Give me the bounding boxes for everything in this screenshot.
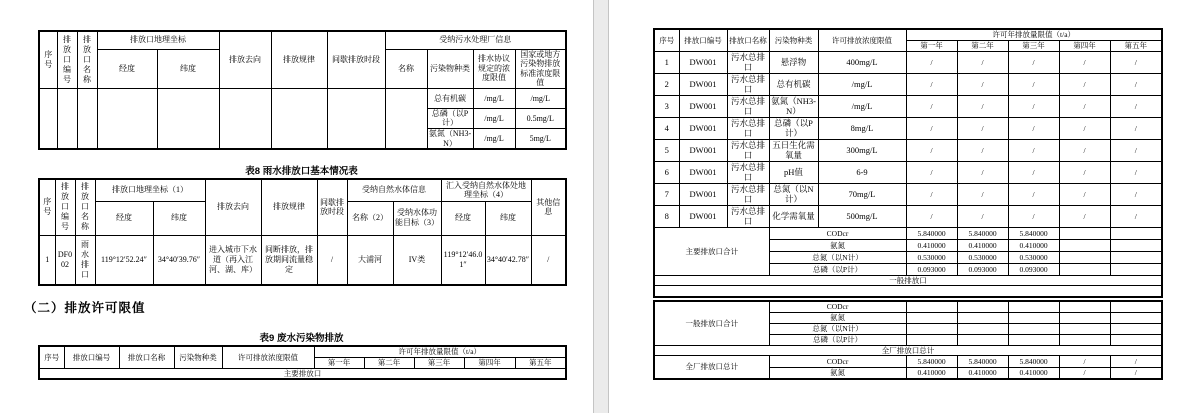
header-discharge-pattern: 排放规律 bbox=[271, 31, 327, 88]
cell bbox=[157, 88, 219, 149]
cell bbox=[327, 88, 385, 149]
cell-seq: 1 bbox=[654, 51, 679, 73]
cell-year-value: / bbox=[957, 95, 1008, 117]
cell-year-value: / bbox=[906, 161, 957, 183]
cell bbox=[77, 88, 97, 149]
cell-pollutant: 总磷（以P计） bbox=[769, 117, 818, 139]
cell-latitude: 34°40′39.76″ bbox=[153, 235, 205, 285]
table-sewage-plant-info bbox=[38, 30, 567, 150]
header-year: 第二年 bbox=[364, 357, 414, 368]
cell-year-value bbox=[1110, 251, 1162, 263]
cell-seq: 7 bbox=[654, 183, 679, 205]
cell-year-value: / bbox=[906, 205, 957, 227]
cell-conc-limit: 300mg/L bbox=[818, 139, 906, 161]
cell-year-value: / bbox=[957, 183, 1008, 205]
cell-outlet-name: 污水总排口 bbox=[727, 205, 769, 227]
cell-year-value: / bbox=[1008, 205, 1059, 227]
cell-year-value bbox=[1110, 263, 1162, 275]
cell-year-value: / bbox=[1008, 73, 1059, 95]
cell-year-value: / bbox=[1008, 95, 1059, 117]
header-seq: 序号 bbox=[39, 179, 55, 235]
cell-outlet-id: DW001 bbox=[679, 95, 727, 117]
cell-pollutant: 总氮（以N计） bbox=[769, 183, 818, 205]
cell bbox=[39, 88, 57, 149]
cell-empty bbox=[654, 285, 1162, 297]
cell-year-value: / bbox=[1110, 51, 1162, 73]
cell-year-value: / bbox=[1008, 117, 1059, 139]
cell-outlet-id: DF002 bbox=[55, 235, 75, 285]
header-outlet-name: 排放口名称 bbox=[77, 31, 97, 88]
cell-year-value: / bbox=[1110, 355, 1162, 367]
cell: /mg/L bbox=[473, 129, 515, 150]
table9-title: 表9 废水污染物排放 bbox=[259, 333, 344, 344]
cell: 5mg/L bbox=[515, 129, 566, 150]
cell-year-value: 5.840000 bbox=[1008, 227, 1059, 239]
header-year: 第二年 bbox=[957, 40, 1008, 51]
cell-year-value: 0.093000 bbox=[1008, 263, 1059, 275]
cell-seq: 8 bbox=[654, 205, 679, 227]
cell-year-value bbox=[957, 312, 1008, 323]
cell-year-value bbox=[1110, 323, 1162, 334]
cell-pollutant: 五日生化需氧量 bbox=[769, 139, 818, 161]
cell-water-target: IV类 bbox=[393, 235, 441, 285]
cell-year-value: 5.840000 bbox=[957, 355, 1008, 367]
cell: /mg/L bbox=[473, 108, 515, 128]
cell-year-value: 5.840000 bbox=[1008, 355, 1059, 367]
header-discharge-direction: 排放去向 bbox=[219, 31, 271, 88]
cell-seq: 4 bbox=[654, 117, 679, 139]
header-annual-limit: 许可年排放量限值（t/a） bbox=[314, 346, 566, 357]
pollutant-cell: 总有机碳 bbox=[427, 88, 473, 108]
header-outlet-id: 排放口编号 bbox=[64, 346, 119, 368]
cell: /mg/L bbox=[515, 88, 566, 108]
cell-pollutant: 总磷（以P计） bbox=[769, 263, 906, 275]
header-year: 第四年 bbox=[464, 357, 515, 368]
cell-year-value: / bbox=[1059, 73, 1110, 95]
header-conc-limit: 许可排放浓度限值 bbox=[222, 346, 314, 368]
cell-year-value bbox=[1110, 239, 1162, 251]
header-intermittent-period: 间歇排放时段 bbox=[317, 179, 347, 235]
header-other-info: 其他信息 bbox=[531, 179, 566, 235]
cell-pollutant: 氨氮（NH3-N） bbox=[769, 95, 818, 117]
cell-conc-limit: 6-9 bbox=[818, 161, 906, 183]
header-longitude: 经度 bbox=[441, 201, 485, 235]
header-outlet-id: 排放口编号 bbox=[679, 29, 727, 51]
cell-year-value bbox=[1008, 334, 1059, 345]
header-outlet-id: 排放口编号 bbox=[57, 31, 77, 88]
cell-pollutant: CODcr bbox=[769, 355, 906, 367]
header-latitude: 纬度 bbox=[485, 201, 531, 235]
header-latitude: 纬度 bbox=[153, 201, 205, 235]
header-seq: 序号 bbox=[654, 29, 679, 51]
cell-year-value: / bbox=[1110, 183, 1162, 205]
cell-pollutant: 化学需氧量 bbox=[769, 205, 818, 227]
cell-outlet-name: 雨水排口 bbox=[75, 235, 95, 285]
cell-year-value: 0.410000 bbox=[906, 239, 957, 251]
cell-outlet-id: DW001 bbox=[679, 161, 727, 183]
cell-year-value bbox=[1059, 323, 1110, 334]
cell-longitude: 119°12′52.24″ bbox=[95, 235, 153, 285]
cell-outlet-id: DW001 bbox=[679, 205, 727, 227]
cell-pollutant: 总氮（以N计） bbox=[769, 251, 906, 263]
cell-conc-limit: 400mg/L bbox=[818, 51, 906, 73]
cell-year-value bbox=[1059, 239, 1110, 251]
cell-year-value: 0.410000 bbox=[1008, 367, 1059, 379]
header-plant-name: 名称 bbox=[385, 49, 427, 88]
header-discharge-direction: 排放去向 bbox=[205, 179, 261, 235]
header-pollutant-type: 污染物种类 bbox=[769, 29, 818, 51]
header-longitude: 经度 bbox=[97, 49, 157, 88]
cell-year-value: / bbox=[1110, 117, 1162, 139]
cell-year-value: / bbox=[957, 51, 1008, 73]
header-conc-limit: 许可排放浓度限值 bbox=[818, 29, 906, 51]
header-geo-coords: 排放口地理坐标 bbox=[97, 31, 219, 49]
header-year: 第五年 bbox=[1110, 40, 1162, 51]
header-natural-water-info: 受纳自然水体信息 bbox=[347, 179, 441, 201]
cell bbox=[57, 88, 77, 149]
cell-pollutant: CODcr bbox=[769, 301, 906, 312]
cell-year-value: 0.530000 bbox=[1008, 251, 1059, 263]
cell-outlet-name: 污水总排口 bbox=[727, 183, 769, 205]
cell-outlet-id: DW001 bbox=[679, 117, 727, 139]
cell-year-value bbox=[1008, 301, 1059, 312]
cell-conc-limit: 70mg/L bbox=[818, 183, 906, 205]
section-heading-discharge-limits: （二）排放许可限值 bbox=[24, 301, 146, 315]
cell-outlet-name: 污水总排口 bbox=[727, 73, 769, 95]
cell-pollutant: 总氮（以N计） bbox=[769, 323, 906, 334]
cell-outlet-name: 污水总排口 bbox=[727, 51, 769, 73]
header-plant-info: 受纳污水处理厂信息 bbox=[385, 31, 566, 49]
cell-year-value bbox=[906, 312, 957, 323]
cell-year-value: / bbox=[957, 161, 1008, 183]
cell-year-value: 0.410000 bbox=[906, 367, 957, 379]
header-longitude: 经度 bbox=[95, 201, 153, 235]
cell-pollutant: 悬浮物 bbox=[769, 51, 818, 73]
label-plant-total: 全厂排放口总计 bbox=[654, 355, 769, 379]
cell-conc-limit: /mg/L bbox=[818, 73, 906, 95]
cell-year-value bbox=[1059, 301, 1110, 312]
header-confluence-coords: 汇入受纳自然水体处地理坐标（4） bbox=[441, 179, 531, 201]
header-year: 第一年 bbox=[906, 40, 957, 51]
table-rainwater-outlet bbox=[38, 178, 567, 286]
header-seq: 序号 bbox=[39, 346, 64, 368]
cell bbox=[219, 88, 271, 149]
cell-outlet-name: 污水总排口 bbox=[727, 161, 769, 183]
cell-year-value bbox=[1110, 301, 1162, 312]
cell-outlet-name: 污水总排口 bbox=[727, 139, 769, 161]
banner-main-outlet: 主要排放口 bbox=[39, 368, 566, 379]
cell-year-value: 0.410000 bbox=[957, 367, 1008, 379]
cell-pollutant: 氨氮 bbox=[769, 239, 906, 251]
cell-year-value bbox=[1110, 312, 1162, 323]
cell-year-value: / bbox=[1008, 139, 1059, 161]
cell-seq: 2 bbox=[654, 73, 679, 95]
cell-year-value bbox=[1008, 312, 1059, 323]
cell-year-value: / bbox=[1059, 51, 1110, 73]
header-seq: 序号 bbox=[39, 31, 57, 88]
header-year: 第三年 bbox=[1008, 40, 1059, 51]
cell-year-value bbox=[906, 301, 957, 312]
cell-outlet-name: 污水总排口 bbox=[727, 95, 769, 117]
header-year: 第一年 bbox=[314, 357, 364, 368]
cell-year-value: / bbox=[1008, 161, 1059, 183]
cell-pollutant: 总磷（以P计） bbox=[769, 334, 906, 345]
cell-year-value: 0.093000 bbox=[906, 263, 957, 275]
header-year: 第四年 bbox=[1059, 40, 1110, 51]
cell-year-value: / bbox=[1008, 51, 1059, 73]
cell-year-value bbox=[1008, 323, 1059, 334]
cell-year-value bbox=[1059, 334, 1110, 345]
header-annual-limit: 许可年排放量限值（t/a） bbox=[906, 29, 1162, 40]
header-latitude: 纬度 bbox=[157, 49, 219, 88]
header-outlet-name: 排放口名称 bbox=[75, 179, 95, 235]
header-outlet-name: 排放口名称 bbox=[119, 346, 174, 368]
cell-year-value: / bbox=[957, 205, 1008, 227]
header-outlet-id: 排放口编号 bbox=[55, 179, 75, 235]
banner-general-outlet: 一般排放口 bbox=[654, 275, 1162, 285]
cell-conc-limit: 8mg/L bbox=[818, 117, 906, 139]
cell-year-value: / bbox=[906, 73, 957, 95]
header-agreement-limit: 排水协议规定的浓度限值 bbox=[473, 49, 515, 88]
header-outlet-name: 排放口名称 bbox=[727, 29, 769, 51]
cell-water-name: 大浦河 bbox=[347, 235, 393, 285]
cell-year-value bbox=[906, 334, 957, 345]
table-wastewater-limits-data bbox=[653, 28, 1163, 298]
cell-year-value: 5.840000 bbox=[957, 227, 1008, 239]
cell-year-value: 5.840000 bbox=[906, 355, 957, 367]
cell-pollutant: pH值 bbox=[769, 161, 818, 183]
cell-year-value: / bbox=[906, 95, 957, 117]
cell-year-value bbox=[957, 301, 1008, 312]
cell bbox=[271, 88, 327, 149]
cell: 0.5mg/L bbox=[515, 108, 566, 128]
cell-year-value: / bbox=[957, 139, 1008, 161]
cell-year-value bbox=[1059, 227, 1110, 239]
pollutant-cell: 氨氮（NH3-N） bbox=[428, 129, 472, 148]
cell-year-value: / bbox=[906, 117, 957, 139]
label-general-outlet-total: 一般排放口合计 bbox=[654, 301, 769, 345]
cell-seq: 1 bbox=[39, 235, 55, 285]
cell-other: / bbox=[531, 235, 566, 285]
header-discharge-pattern: 排放规律 bbox=[261, 179, 317, 235]
cell-year-value: / bbox=[1110, 139, 1162, 161]
pollutant-cell: 总磷（以P计） bbox=[427, 108, 473, 128]
cell-year-value: / bbox=[906, 139, 957, 161]
cell-seq: 5 bbox=[654, 139, 679, 161]
header-water-target: 受纳水体功能目标（3） bbox=[393, 201, 441, 235]
header-year: 第五年 bbox=[515, 357, 566, 368]
cell-pollutant: 总有机碳 bbox=[769, 73, 818, 95]
cell-conc-limit: 500mg/L bbox=[818, 205, 906, 227]
cell-year-value bbox=[1059, 251, 1110, 263]
cell-year-value bbox=[906, 323, 957, 334]
table8-title: 表8 雨水排放口基本情况表 bbox=[245, 166, 358, 177]
header-intermittent-period: 间歇排放时段 bbox=[327, 31, 385, 88]
header-pollutant-type: 污染物种类 bbox=[427, 49, 473, 88]
cell-year-value: / bbox=[1059, 355, 1110, 367]
cell-year-value: / bbox=[1110, 95, 1162, 117]
cell-year-value: / bbox=[1059, 95, 1110, 117]
cell-direction: 进入城市下水道（再入江河、湖、库） bbox=[205, 235, 261, 285]
cell-year-value: / bbox=[1008, 183, 1059, 205]
cell-year-value bbox=[1059, 312, 1110, 323]
header-national-limit: 国家或地方污染物排放标准浓度限值 bbox=[515, 49, 566, 88]
cell-year-value: / bbox=[1059, 139, 1110, 161]
cell-latitude2: 34°40′42.78″ bbox=[485, 235, 531, 285]
cell-pollutant: 氨氮 bbox=[769, 367, 906, 379]
cell-year-value bbox=[957, 323, 1008, 334]
cell-year-value: 0.530000 bbox=[906, 251, 957, 263]
cell-year-value: / bbox=[1059, 117, 1110, 139]
cell-year-value: / bbox=[1110, 205, 1162, 227]
table-wastewater-limits-header bbox=[38, 345, 567, 380]
header-geo-coords: 排放口地理坐标（1） bbox=[95, 179, 205, 201]
cell-pollutant: CODcr bbox=[769, 227, 906, 239]
cell-year-value: / bbox=[1059, 367, 1110, 379]
document-page-left bbox=[0, 0, 594, 413]
label-main-outlet-total: 主要排放口合计 bbox=[654, 227, 769, 275]
cell-pattern: 间断排放，排放期间流量稳定 bbox=[261, 235, 317, 285]
cell-outlet-id: DW001 bbox=[679, 183, 727, 205]
cell-year-value: / bbox=[906, 51, 957, 73]
document-page-right bbox=[608, 0, 1197, 413]
cell-outlet-id: DW001 bbox=[679, 51, 727, 73]
cell bbox=[97, 88, 157, 149]
cell-year-value: / bbox=[1059, 183, 1110, 205]
cell-year-value: / bbox=[1110, 73, 1162, 95]
cell-year-value: 0.410000 bbox=[1008, 239, 1059, 251]
cell-year-value: / bbox=[906, 183, 957, 205]
header-year: 第三年 bbox=[414, 357, 464, 368]
cell-year-value: 5.840000 bbox=[906, 227, 957, 239]
cell bbox=[385, 88, 427, 149]
cell-outlet-name: 污水总排口 bbox=[727, 117, 769, 139]
cell-year-value bbox=[1110, 227, 1162, 239]
cell-year-value: 0.093000 bbox=[957, 263, 1008, 275]
cell-year-value: / bbox=[1110, 367, 1162, 379]
cell-year-value: 0.530000 bbox=[957, 251, 1008, 263]
cell: /mg/L bbox=[473, 88, 515, 108]
cell-seq: 3 bbox=[654, 95, 679, 117]
cell-outlet-id: DW001 bbox=[679, 139, 727, 161]
table-outlet-totals bbox=[653, 300, 1163, 380]
cell-year-value: / bbox=[1059, 205, 1110, 227]
header-pollutant-type: 污染物种类 bbox=[174, 346, 222, 368]
cell-intermittent: / bbox=[317, 235, 347, 285]
header-water-name: 名称（2） bbox=[347, 201, 393, 235]
cell-outlet-id: DW001 bbox=[679, 73, 727, 95]
cell-year-value: / bbox=[957, 73, 1008, 95]
cell-year-value bbox=[1059, 263, 1110, 275]
cell-year-value: / bbox=[957, 117, 1008, 139]
cell-year-value bbox=[1110, 334, 1162, 345]
cell-year-value: 0.410000 bbox=[957, 239, 1008, 251]
cell-year-value: / bbox=[1059, 161, 1110, 183]
cell-year-value: / bbox=[1110, 161, 1162, 183]
banner-plant-total: 全厂排放口总计 bbox=[654, 345, 1162, 355]
cell-year-value bbox=[957, 334, 1008, 345]
cell-conc-limit: /mg/L bbox=[818, 95, 906, 117]
cell-seq: 6 bbox=[654, 161, 679, 183]
cell-longitude2: 119°12′46.01″ bbox=[441, 235, 485, 285]
cell-pollutant: 氨氮 bbox=[769, 312, 906, 323]
